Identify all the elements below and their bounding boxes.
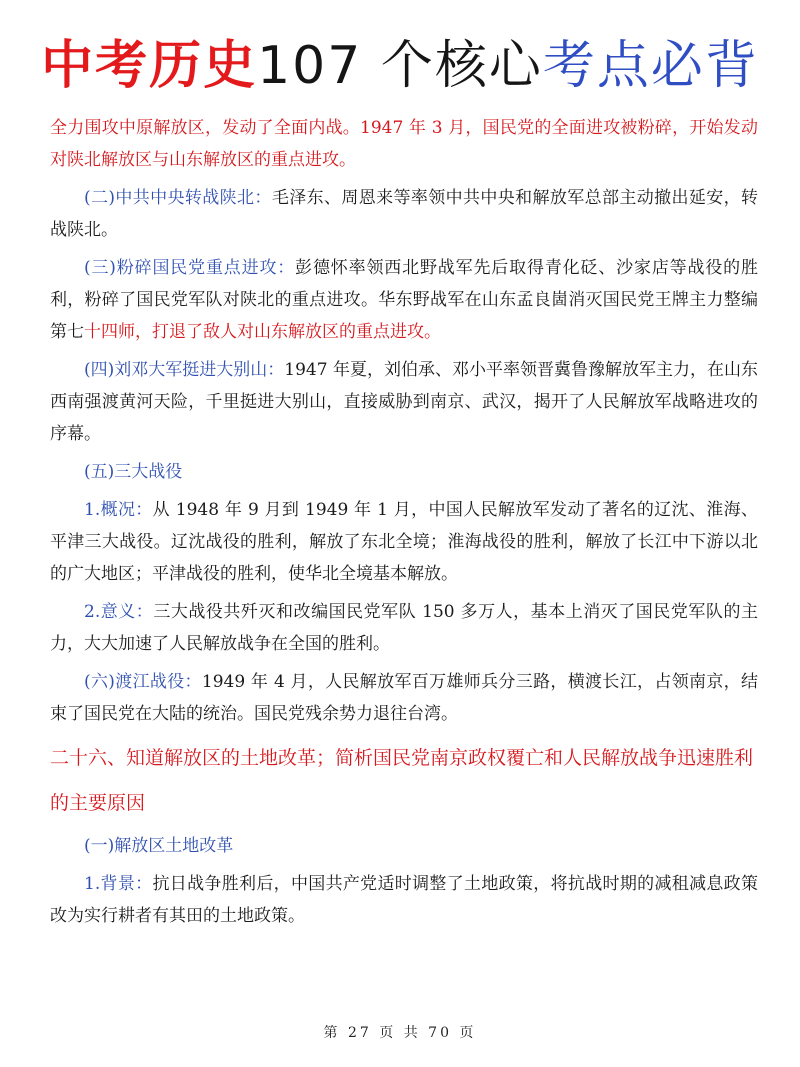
paragraph-text: 全力围攻中原解放区，发动了全面内战。1947 年 3 月，国民党的全面进攻被粉碎，开始发动对陕北解放区与山东解放区的重点进攻。 <box>50 118 758 170</box>
section-label: 2.意义： <box>84 602 154 622</box>
section-label: 1.背景： <box>84 874 153 894</box>
title-part-black: 107 个核心 <box>257 36 543 96</box>
paragraph-dujiang <box>50 666 758 730</box>
paragraph-continuation <box>50 112 758 176</box>
section-label: 1.概况： <box>84 500 153 520</box>
paragraph-text: 毛泽东、周恩来等率领中共中央和解放军总部主动撤出延安，转战陕北。 <box>50 188 759 240</box>
section-label: (一)解放区土地改革 <box>84 836 234 856</box>
section-label: (五)三大战役 <box>84 462 183 482</box>
paragraph-gaikuang <box>50 494 758 590</box>
paragraph-text: 三大战役共歼灭和改编国民党军队 150 多万人，基本上消灭了国民党军队的主力，大大加速了人民解放战争在全国的胜利。 <box>50 602 758 654</box>
paragraph-beijing <box>50 868 758 932</box>
paragraph-text-highlight: 十四师，打退了敌人对山东解放区的重点进攻。 <box>84 322 441 342</box>
paragraph-sanda-zhanyi <box>50 456 758 488</box>
section-label: (六)渡江战役： <box>84 672 202 692</box>
title-part-red: 中考历史 <box>41 36 258 96</box>
paragraph-yiyi <box>50 596 758 660</box>
section-label: (四)刘邓大军挺进大别山： <box>84 360 285 380</box>
page-number: 第 27 页 共 70 页 <box>323 1025 477 1041</box>
paragraph-text: 抗日战争胜利后，中国共产党适时调整了土地政策，将抗战时期的减租减息政策改为实行耕者有其田的土地政策。 <box>50 874 758 926</box>
paragraph-text: 1949 年 4 月，人民解放军百万雄师兵分三路，横渡长江，占领南京，结束了国民党在大陆的统治。国民党残余势力退往台湾。 <box>50 672 758 724</box>
title-part-blue: 考点必背 <box>542 36 759 96</box>
paragraph-zhuanzhan-shanbei <box>50 182 758 246</box>
section-heading: 二十六、知道解放区的土地改革；简析国民党南京政权覆亡和人民解放战争迅速胜利的主要原因 <box>50 747 754 814</box>
paragraph-text: 彭德怀率领西北野战军先后取得青化砭、沙家店等战役的胜利，粉碎了国民党军队对陕北的重点进攻。华东野战军在山东孟良崮消灭国民党王牌主力整编第七 <box>50 258 759 342</box>
paragraph-text: 从 1948 年 9 月到 1949 年 1 月，中国人民解放军发动了著名的辽沈、淮海、平津三大战役。辽沈战役的胜利，解放了东北全境；淮海战役的胜利，解放了长江中下游以北的广大地区；平津战役的胜利，使华北全境基本解放。 <box>50 500 758 584</box>
document-body <box>50 112 758 938</box>
paragraph-tudi-gaige <box>50 830 758 862</box>
section-label: (三)粉碎国民党重点进攻： <box>84 258 296 278</box>
paragraph-fensui-jingong <box>50 252 758 348</box>
section-label: (二)中共中央转战陕北： <box>84 188 272 208</box>
paragraph-text: 1947 年夏，刘伯承、邓小平率领晋冀鲁豫解放军主力，在山东西南强渡黄河天险，千里挺进大别山，直接威胁到南京、武汉，揭开了人民解放军战略进攻的序幕。 <box>50 360 759 444</box>
page-title <box>0 28 800 104</box>
paragraph-dabieshan <box>50 354 758 450</box>
